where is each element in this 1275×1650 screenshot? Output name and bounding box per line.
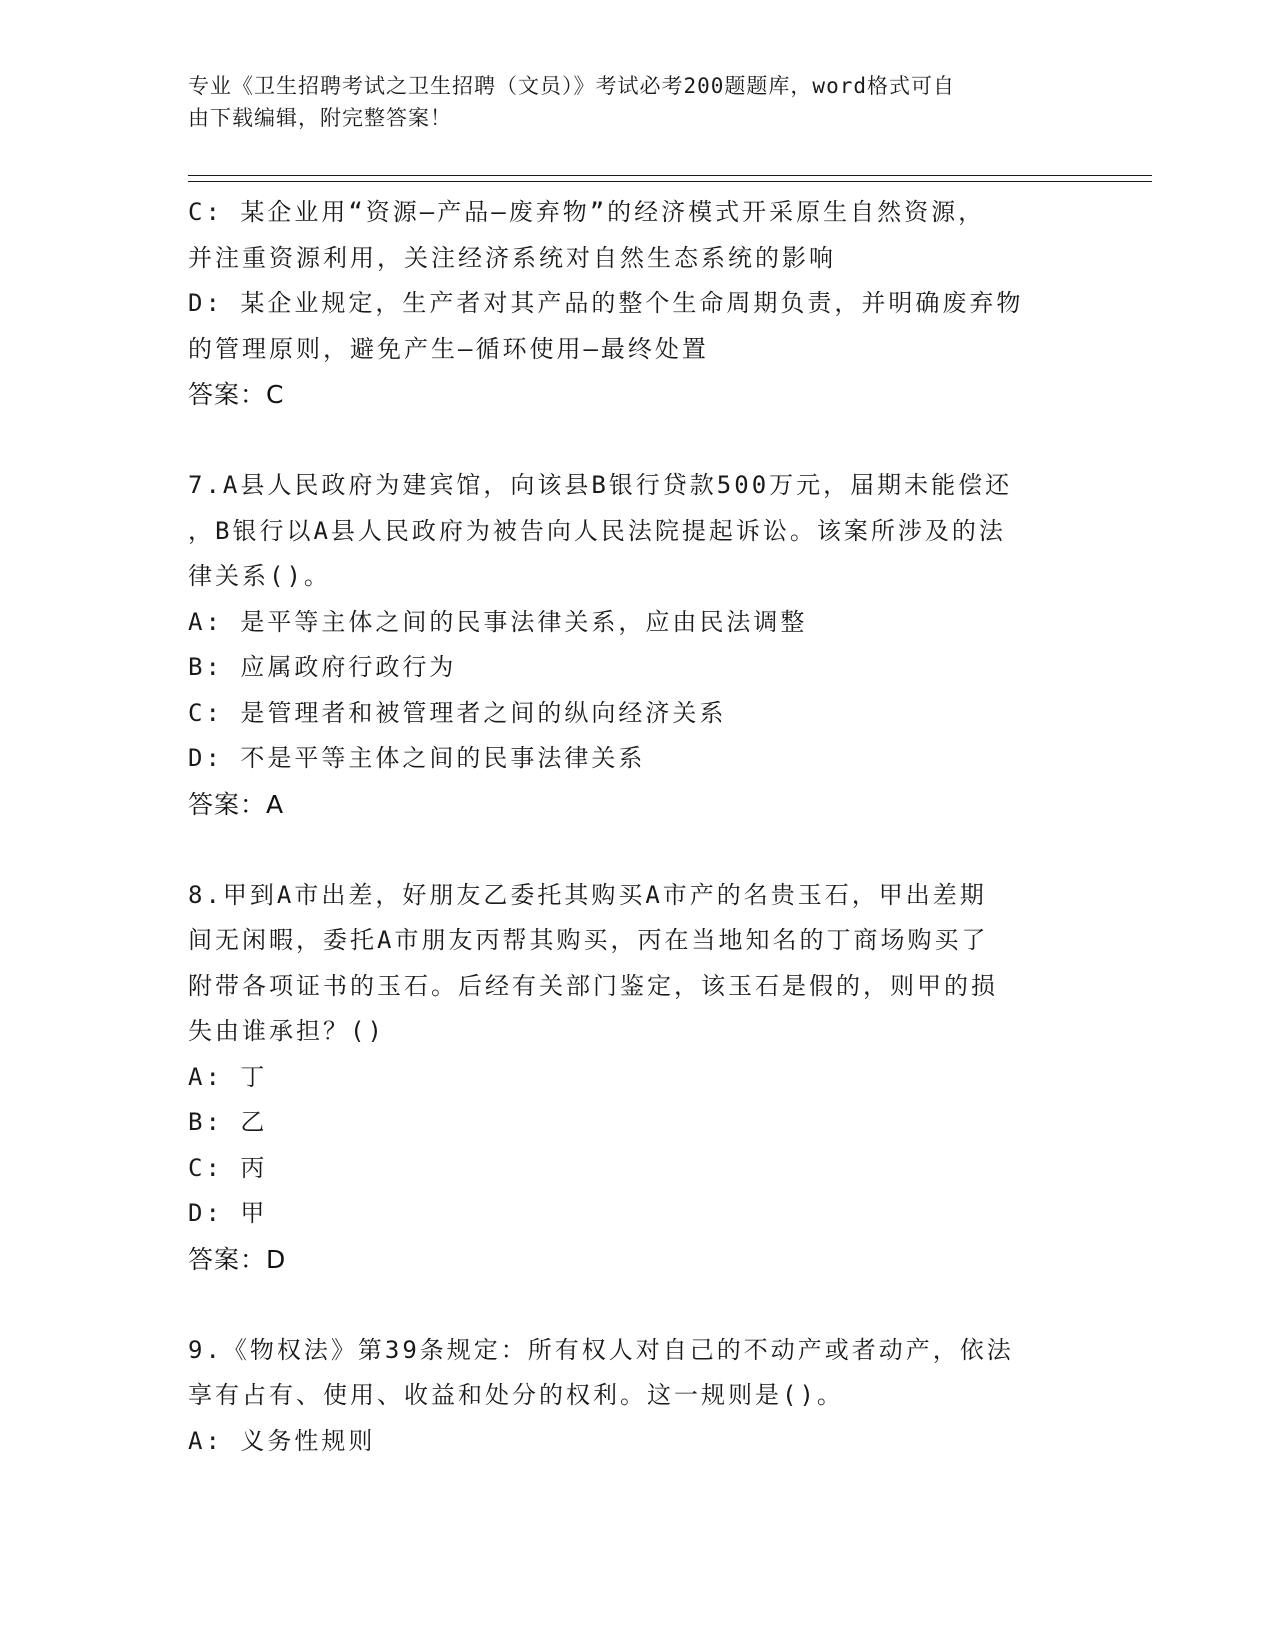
question-7-stem-line-1: 7.A县人民政府为建宾馆，向该县B银行贷款500万元，届期未能偿还 xyxy=(188,471,1013,499)
option-c-line-2: 并注重资源利用，关注经济系统对自然生态系统的影响 xyxy=(188,243,836,272)
question-8-option-c: C: 丙 xyxy=(188,1153,268,1182)
question-7-option-c: C: 是管理者和被管理者之间的纵向经济关系 xyxy=(188,698,727,727)
header-line-2: 由下载编辑，附完整答案！ xyxy=(188,106,452,130)
option-c-line-1: C: 某企业用“资源—产品—废弃物”的经济模式开采原生自然资源， xyxy=(188,198,986,226)
header-rule-bottom xyxy=(188,181,1152,182)
question-8-option-a: A: 丁 xyxy=(188,1062,268,1091)
question-9-stem-line-1: 9.《物权法》第39条规定：所有权人对自己的不动产或者动产，依法 xyxy=(188,1335,1014,1364)
spacer xyxy=(188,827,1088,873)
answer-7: 答案：A xyxy=(188,789,285,819)
question-7-option-b: B: 应属政府行政行为 xyxy=(188,653,457,681)
question-7-stem-line-2: ，B银行以A县人民政府为被告向人民法院提起诉讼。该案所涉及的法 xyxy=(188,516,1006,545)
spacer xyxy=(188,1282,1088,1328)
question-8-option-d: D: 甲 xyxy=(188,1199,268,1227)
document-header xyxy=(188,70,1068,134)
question-content xyxy=(188,190,1088,1464)
question-8 xyxy=(188,873,1088,1283)
question-8-stem-line-3: 附带各项证书的玉石。后经有关部门鉴定，该玉石是假的，则甲的损 xyxy=(188,971,998,1000)
question-7 xyxy=(188,463,1088,827)
question-6-continued xyxy=(188,190,1088,418)
question-8-stem-line-4: 失由谁承担？() xyxy=(188,1017,385,1045)
question-7-option-a: A: 是平等主体之间的民事法律关系，应由民法调整 xyxy=(188,607,808,636)
question-8-option-b: B: 乙 xyxy=(188,1108,268,1136)
question-9-option-a: A: 义务性规则 xyxy=(188,1426,376,1455)
question-9-stem-line-2: 享有占有、使用、收益和处分的权利。这一规则是()。 xyxy=(188,1381,844,1409)
option-d-line-1: D: 某企业规定，生产者对其产品的整个生命周期负责，并明确废弃物 xyxy=(188,289,1024,317)
header-line-1: 专业《卫生招聘考试之卫生招聘（文员）》考试必考200题题库，word格式可自 xyxy=(188,74,955,98)
option-d-line-2: 的管理原则，避免产生—循环使用—最终处置 xyxy=(188,334,709,363)
question-7-stem-line-3: 律关系()。 xyxy=(188,562,331,590)
spacer xyxy=(188,418,1088,464)
question-8-stem-line-1: 8.甲到A市出差，好朋友乙委托其购买A市产的名贵玉石，甲出差期 xyxy=(188,880,987,909)
answer-8: 答案：D xyxy=(188,1244,287,1274)
question-9 xyxy=(188,1328,1088,1465)
answer-6: 答案：C xyxy=(188,380,285,409)
question-7-option-d: D: 不是平等主体之间的民事法律关系 xyxy=(188,744,646,772)
question-8-stem-line-2: 间无闲暇，委托A市朋友丙帮其购买，丙在当地知名的丁商场购买了 xyxy=(188,926,989,954)
header-rule-top xyxy=(188,175,1152,176)
